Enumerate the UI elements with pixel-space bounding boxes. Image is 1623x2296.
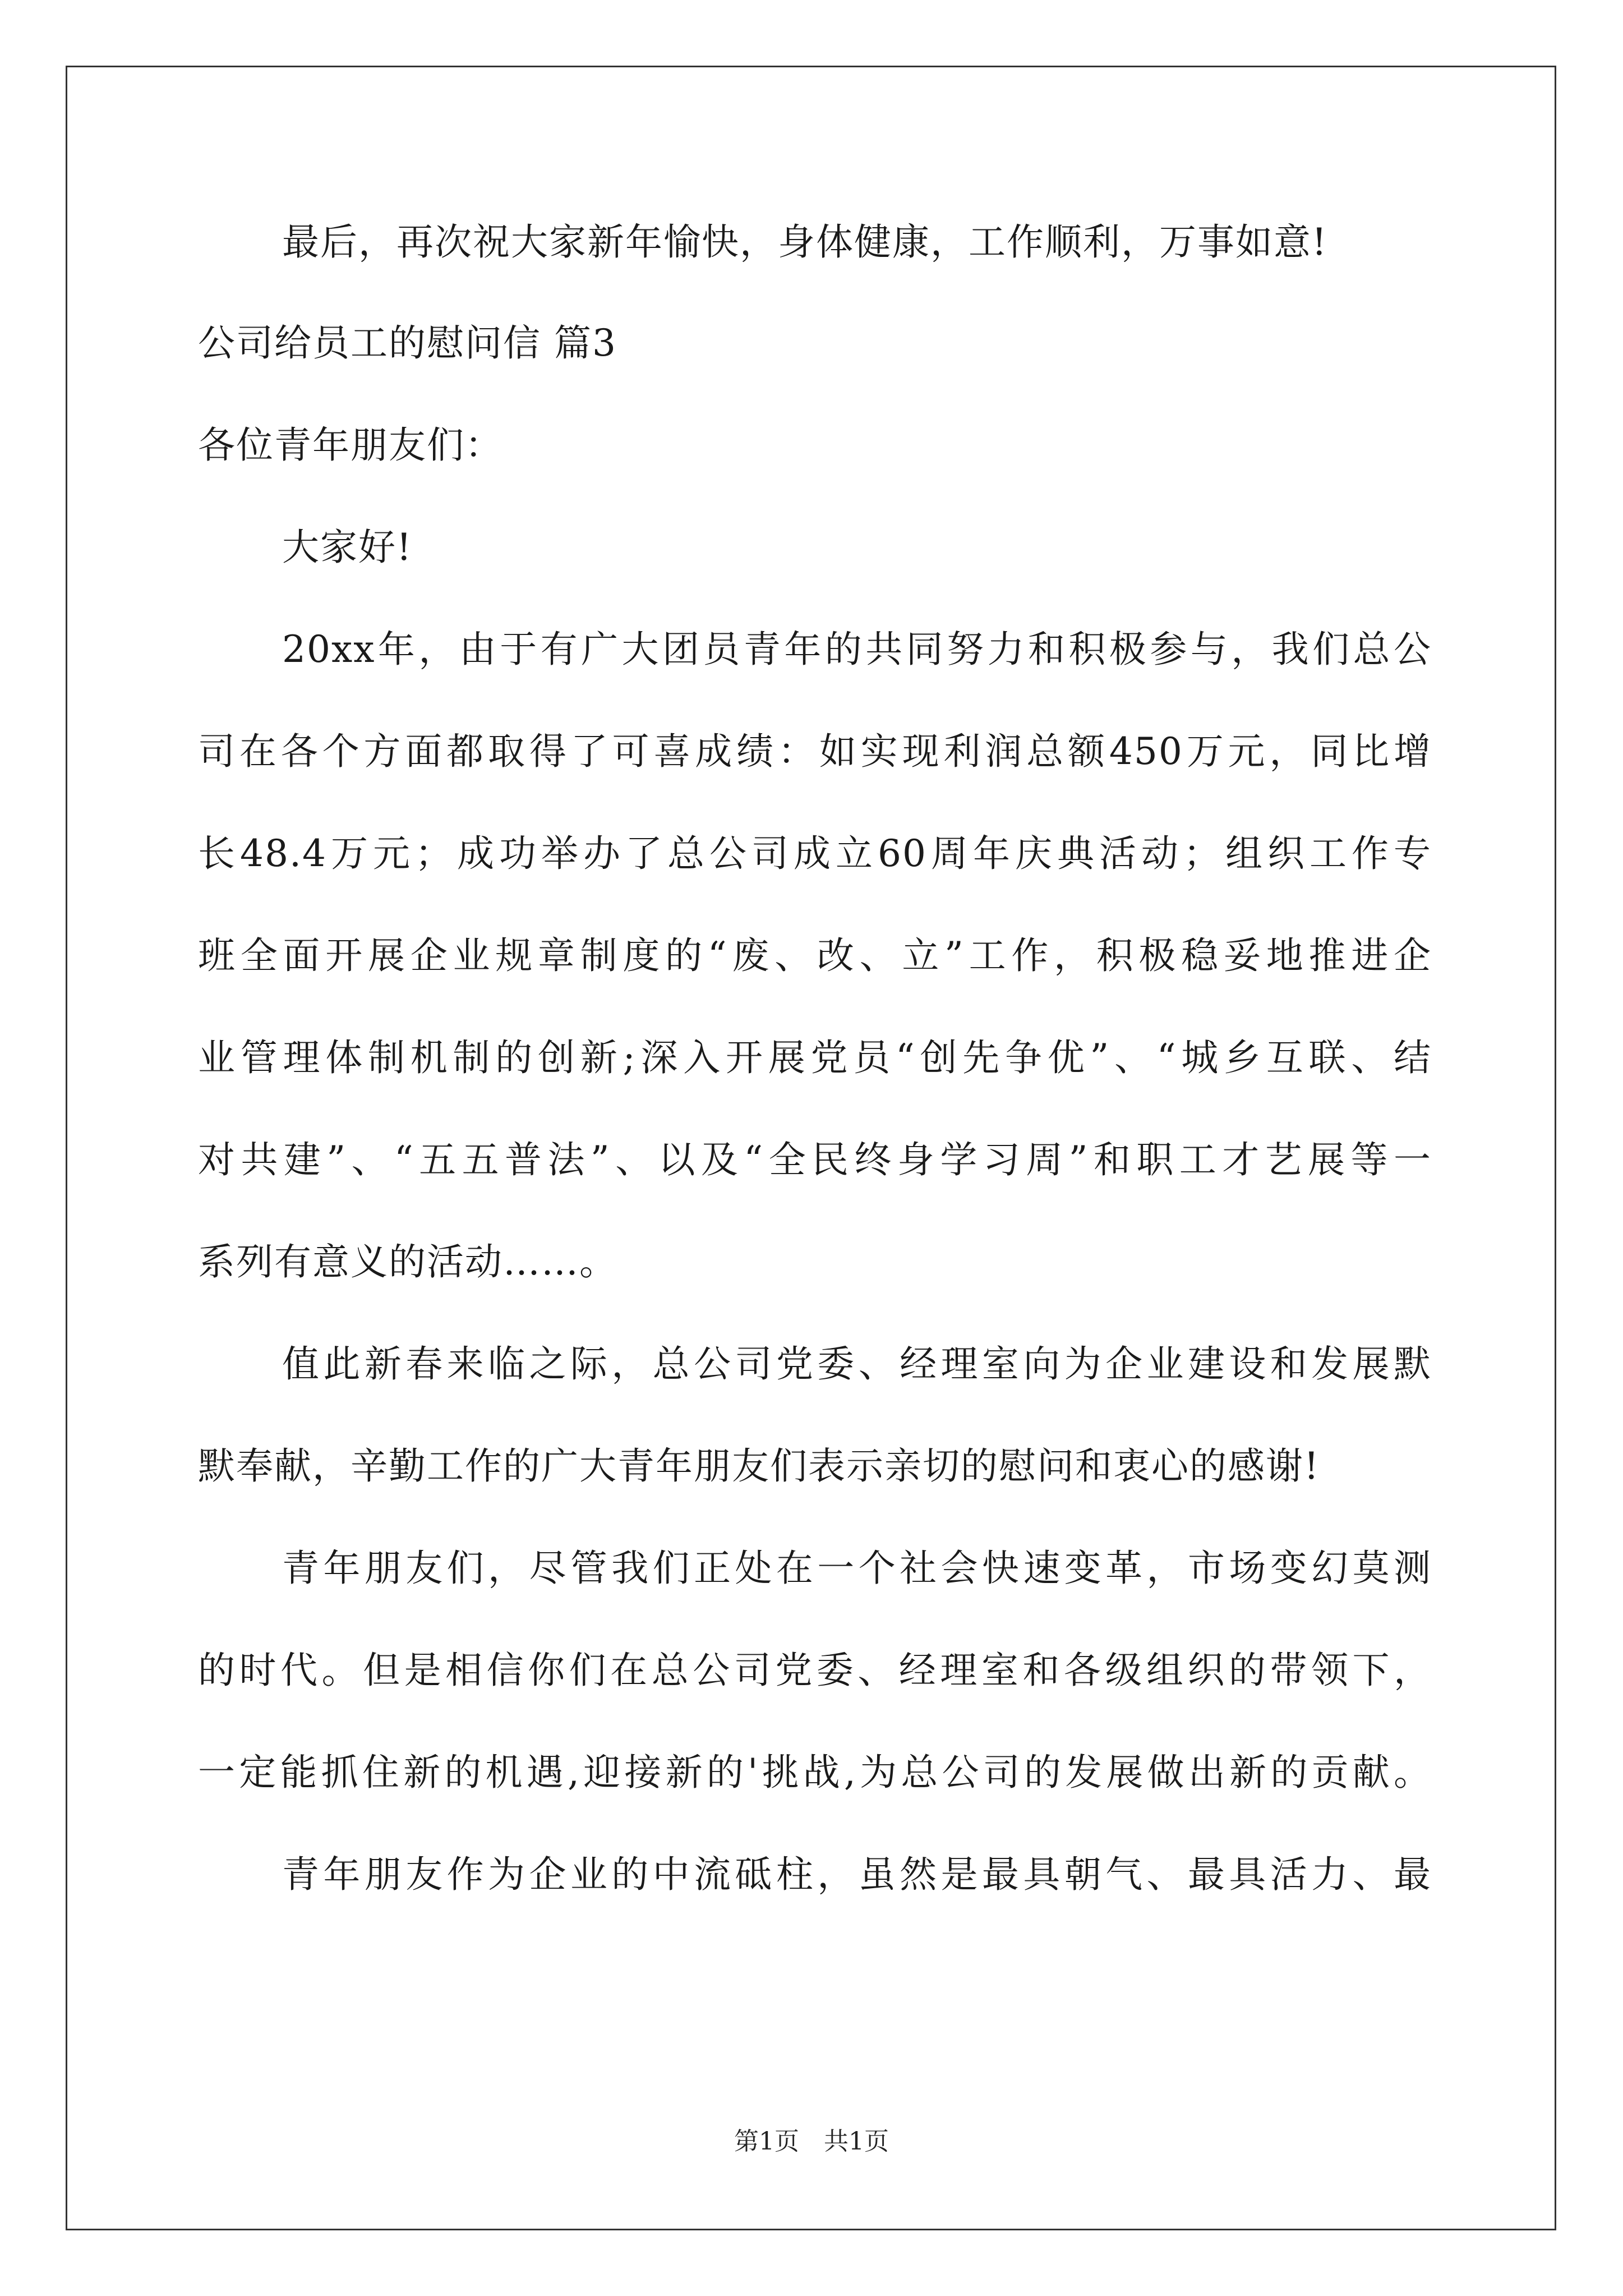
page-number: 第1页 共1页 [734, 2127, 889, 2156]
paragraph-line: 业管理体制机制的创新;深入开展党员“创先争优”、“城乡互联、结 [198, 1036, 1432, 1079]
paragraph-line: 的时代。但是相信你们在总公司党委、经理室和各级组织的带领下， [198, 1649, 1432, 1692]
salutation: 各位青年朋友们： [198, 424, 503, 467]
paragraph-line: 对共建”、“五五普法”、以及“全民终身学习周”和职工才艺展等一 [198, 1138, 1432, 1181]
paragraph-line: 默奉献，辛勤工作的广大青年朋友们表示亲切的慰问和衷心的感谢! [198, 1444, 1320, 1488]
paragraph-line: 一定能抓住新的机遇,迎接新的'挑战,为总公司的发展做出新的贡献。 [198, 1751, 1432, 1794]
closing-wishes-line: 最后，再次祝大家新年愉快，身体健康，工作顺利，万事如意! [282, 220, 1328, 264]
paragraph-line: 青年朋友们，尽管我们正处在一个社会快速变革，市场变幻莫测 [282, 1547, 1432, 1590]
greeting: 大家好! [282, 526, 413, 569]
paragraph-line: 系列有意义的活动……。 [198, 1240, 617, 1283]
paragraph-line: 司在各个方面都取得了可喜成绩：如实现利润总额450万元，同比增 [198, 730, 1432, 773]
paragraph-line: 20xx年，由于有广大团员青年的共同努力和积极参与，我们总公 [282, 628, 1432, 671]
paragraph-line: 青年朋友作为企业的中流砥柱，虽然是最具朝气、最具活力、最 [282, 1853, 1432, 1896]
paragraph-line: 长48.4万元；成功举办了总公司成立60周年庆典活动；组织工作专 [198, 832, 1432, 875]
section-heading: 公司给员工的慰问信 篇3 [198, 321, 617, 365]
paragraph-line: 值此新春来临之际，总公司党委、经理室向为企业建设和发展默 [282, 1342, 1432, 1386]
paragraph-line: 班全面开展企业规章制度的“废、改、立”工作，积极稳妥地推进企 [198, 934, 1432, 977]
